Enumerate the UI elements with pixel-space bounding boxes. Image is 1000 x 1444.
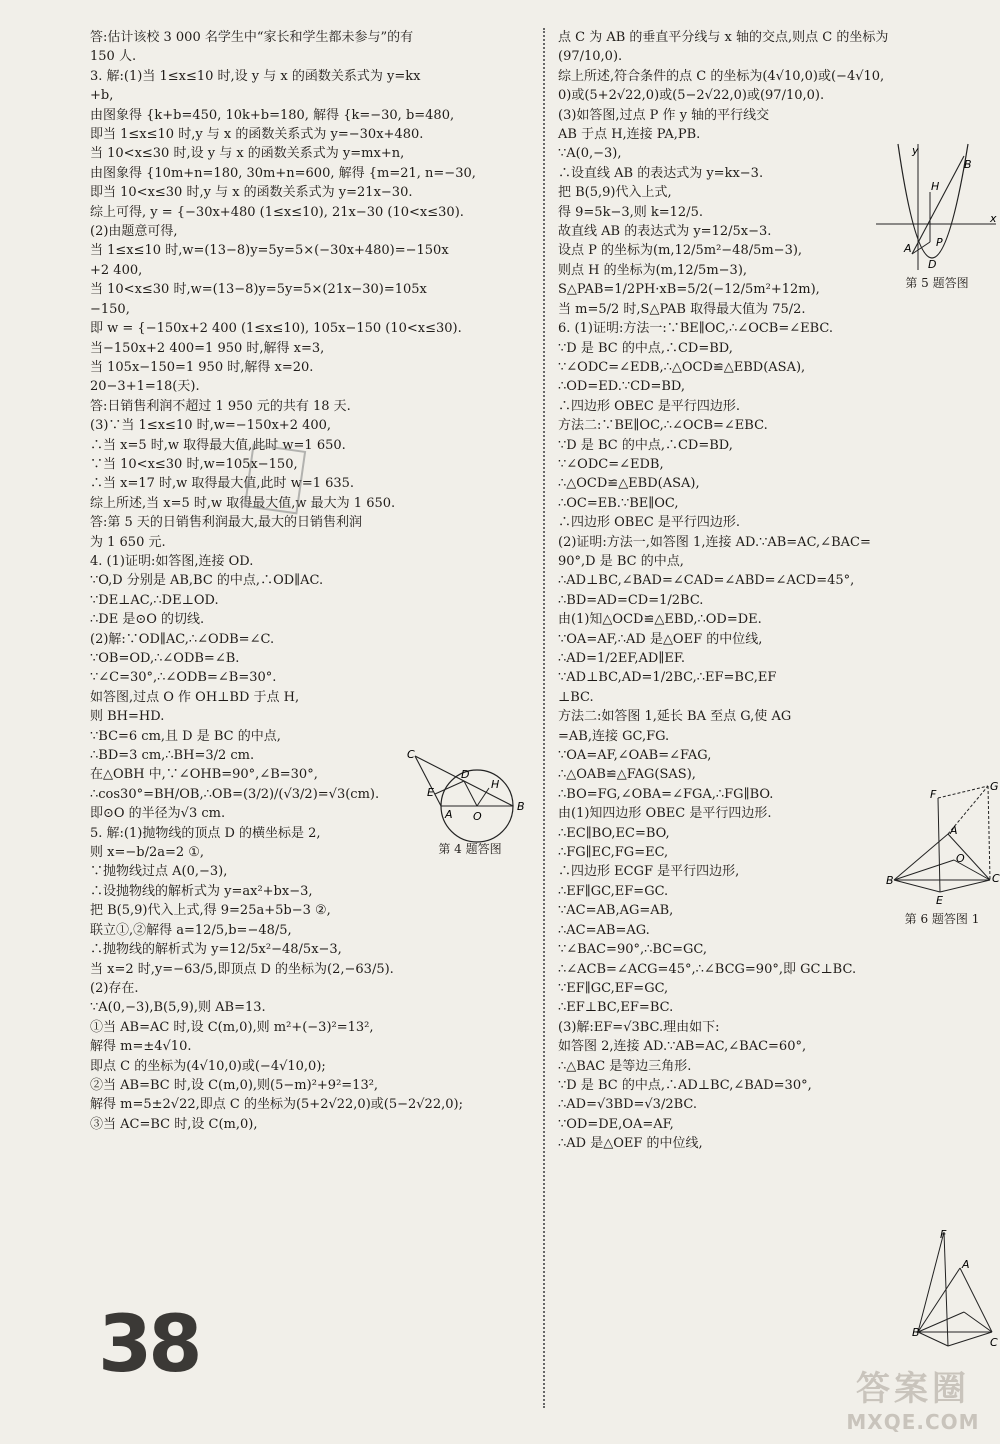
text-line: ∵抛物线过点 A(0,−3),	[90, 864, 228, 880]
text-line: −150,	[90, 301, 130, 317]
text-line: 答:估计该校 3 000 名学生中“家长和学生都未参与”的有	[90, 30, 414, 45]
text-line: 方法二:∵BE∥OC,∴∠OCB=∠EBC.	[558, 418, 768, 434]
text-line: 则 BH=HD.	[90, 709, 165, 725]
text-line: ∴BO=FG,∠OBA=∠FGA,∴FG∥BO.	[558, 786, 774, 802]
text-line: 为 1 650 元.	[90, 534, 166, 550]
text-line: 3. 解:(1)当 1≤x≤10 时,设 y 与 x 的函数关系式为 y=kx	[90, 68, 421, 84]
text-line: 则点 H 的坐标为(m,12/5m−3),	[558, 262, 748, 278]
text-line: ∴FG∥EC,FG=EC,	[558, 845, 669, 861]
svg-text:B: B	[912, 1326, 920, 1339]
text-line: ⊥BC.	[558, 689, 594, 705]
svg-text:G: G	[990, 780, 999, 793]
text-line: 联立①,②解得 a=12/5,b=−48/5,	[90, 922, 292, 938]
text-line: 答:日销售利润不超过 1 950 元的共有 18 天.	[90, 398, 351, 414]
text-line: 把 B(5,9)代入上式,	[558, 185, 672, 201]
text-line: ∴EF∥GC,EF=GC.	[558, 883, 669, 899]
text-line: 由(1)知四边形 OBEC 是平行四边形.	[558, 806, 772, 822]
text-line: ∵∠ODC=∠EDB,	[558, 456, 664, 472]
figure-4-caption: 第 4 题答图	[438, 842, 502, 856]
text-line: ∴△OAB≌△FAG(SAS),	[558, 767, 696, 783]
pencil-mark	[244, 444, 306, 515]
text-line: 方法二:如答图 1,延长 BA 至点 G,使 AG	[558, 709, 792, 725]
svg-text:C: C	[992, 872, 1000, 885]
svg-text:C: C	[407, 748, 415, 761]
text-line: (2)解:∵OD∥AC,∴∠ODB=∠C.	[90, 631, 275, 647]
text-line: 综上所述,符合条件的点 C 的坐标为(4√10,0)或(−4√10,	[558, 68, 885, 84]
svg-text:A: A	[962, 1258, 970, 1271]
column-divider	[543, 28, 545, 1408]
text-line: 即当 10<x≤30 时,y 与 x 的函数关系式为 y=21x−30.	[90, 185, 413, 201]
text-line: 如答图,过点 O 作 OH⊥BD 于点 H,	[90, 689, 300, 705]
figure-6-caption: 第 6 题答图 1	[904, 912, 980, 926]
text-line: 当 10<x≤30 时,设 y 与 x 的函数关系式为 y=mx+n,	[90, 146, 405, 162]
text-line: 90°,D 是 BC 的中点,	[558, 553, 684, 569]
text-line: ∵A(0,−3),B(5,9),则 AB=13.	[90, 1000, 266, 1016]
svg-text:D: D	[928, 258, 937, 271]
text-line: 综上所述,当 x=5 时,w 取得最大值,w 最大为 1 650.	[90, 495, 396, 511]
text-line: S△PAB=1/2PH·xB=5/2(−12/5m²+12m),	[558, 282, 820, 298]
figure-5-caption: 第 5 题答图	[905, 276, 969, 290]
text-line: 当−150x+2 400=1 950 时,解得 x=3,	[90, 340, 325, 356]
text-line: 4. (1)证明:如答图,连接 OD.	[90, 553, 254, 569]
svg-text:D: D	[461, 768, 470, 781]
svg-text:B: B	[964, 158, 972, 171]
text-line: (3)∵当 1≤x≤10 时,w=−150x+2 400,	[90, 418, 332, 434]
text-line: (3)解:EF=√3BC.理由如下:	[558, 1019, 720, 1035]
text-line: 当 105x−150=1 950 时,解得 x=20.	[90, 359, 314, 375]
text-line: ∴当 x=17 时,w 取得最大值,此时 w=1 635.	[90, 476, 355, 492]
svg-text:F: F	[930, 788, 937, 801]
svg-text:O: O	[956, 852, 965, 865]
svg-text:B: B	[886, 874, 894, 887]
text-line: ∴EF⊥BC,EF=BC.	[558, 1000, 674, 1016]
text-line: ∴四边形 ECGF 是平行四边形,	[558, 864, 740, 880]
text-line: (2)存在.	[90, 980, 139, 996]
text-line: ∵AC=AB,AG=AB,	[558, 903, 674, 919]
text-line: 解得 m=5±2√22,即点 C 的坐标为(5+2√22,0)或(5−2√22,0);	[90, 1097, 463, 1113]
text-line: 即⊙O 的半径为√3 cm.	[90, 806, 226, 822]
text-line: ∵AD⊥BC,AD=1/2BC,∴EF=BC,EF	[558, 670, 777, 686]
text-line: 由图象得 {10m+n=180, 30m+n=600, 解得 {m=21, n=−30,	[90, 165, 476, 181]
text-line: ∵OA=AF,∴AD 是△OEF 的中位线,	[558, 631, 763, 647]
text-line: 5. 解:(1)抛物线的顶点 D 的横坐标是 2,	[90, 825, 321, 841]
text-line: 得 9=5k−3,则 k=12/5.	[558, 204, 703, 220]
figure-6	[886, 780, 998, 927]
text-line: 把 B(5,9)代入上式,得 9=25a+5b−3 ②,	[90, 903, 331, 919]
text-line: +b,	[90, 88, 114, 104]
text-line: ∴△BAC 是等边三角形.	[558, 1058, 692, 1074]
text-line: 即点 C 的坐标为(4√10,0)或(−4√10,0);	[90, 1058, 326, 1074]
text-line: ∴BD=AD=CD=1/2BC.	[558, 592, 704, 608]
text-line: 如答图 2,连接 AD.∵AB=AC,∠BAC=60°,	[558, 1039, 807, 1055]
text-line: 由图象得 {k+b=450, 10k+b=180, 解得 {k=−30, b=480,	[90, 107, 455, 123]
figure-6-2	[912, 1228, 998, 1358]
text-line: 故直线 AB 的表达式为 y=12/5x−3.	[558, 224, 772, 240]
svg-text:B: B	[517, 800, 525, 813]
text-line: ∵DE⊥AC,∴DE⊥OD.	[90, 592, 219, 608]
figure-6-2-diagram	[912, 1228, 998, 1358]
text-line: 即当 1≤x≤10 时,y 与 x 的函数关系式为 y=−30x+480.	[90, 127, 424, 143]
text-line: ∵O,D 分别是 AB,BC 的中点,∴OD∥AC.	[90, 573, 324, 589]
text-line: ∵∠BAC=90°,∴BC=GC,	[558, 942, 708, 958]
text-line: ∵EF∥GC,EF=GC,	[558, 980, 669, 996]
text-line: ∴OD=ED.∵CD=BD,	[558, 379, 686, 395]
text-line: ②当 AB=BC 时,设 C(m,0),则(5−m)²+9²=13²,	[90, 1077, 379, 1093]
text-line: +2 400,	[90, 262, 143, 278]
svg-text:H: H	[931, 180, 940, 193]
text-line: 20−3+1=18(天).	[90, 379, 200, 395]
text-line: 设点 P 的坐标为(m,12/5m²−48/5m−3),	[558, 243, 803, 259]
text-line: ∴AC=AB=AG.	[558, 922, 650, 938]
text-line: ∴DE 是⊙O 的切线.	[90, 612, 205, 628]
text-line: ∵D 是 BC 的中点,∴CD=BD,	[558, 340, 733, 356]
text-line: =AB,连接 GC,FG.	[558, 728, 670, 744]
watermark-logo	[838, 1361, 988, 1434]
text-line: (97/10,0).	[558, 49, 623, 65]
text-line: 点 C 为 AB 的垂直平分线与 x 轴的交点,则点 C 的坐标为	[558, 30, 889, 45]
text-line: 6. (1)证明:方法一:∵BE∥OC,∴∠OCB=∠EBC.	[558, 321, 834, 337]
text-line: 当 10<x≤30 时,w=(13−8)y=5y=5×(21x−30)=105x	[90, 282, 427, 298]
svg-text:x: x	[990, 212, 997, 225]
svg-text:y: y	[912, 144, 919, 157]
svg-text:P: P	[936, 236, 943, 249]
text-line: ∴设直线 AB 的表达式为 y=kx−3.	[558, 165, 764, 181]
text-line: ∴cos30°=BH/OB,∴OB=(3/2)/(√3/2)=√3(cm).	[90, 786, 380, 802]
figure-4-diagram	[405, 748, 530, 838]
text-line: ∵D 是 BC 的中点,∴AD⊥BC,∠BAD=30°,	[558, 1077, 812, 1093]
text-line: 解得 m=±4√10.	[90, 1039, 192, 1055]
text-line: ∴当 x=5 时,w 取得最大值,此时 w=1 650.	[90, 437, 346, 453]
watermark-top-text: 答案圈	[856, 1369, 970, 1409]
text-line: ∵A(0,−3),	[558, 146, 622, 162]
text-line: ∴四边形 OBEC 是平行四边形.	[558, 515, 741, 531]
text-line: 答:第 5 天的日销售利润最大,最大的日销售利润	[90, 515, 363, 531]
text-line: ①当 AB=AC 时,设 C(m,0),则 m²+(−3)²=13²,	[90, 1019, 374, 1035]
text-line: 则 x=−b/2a=2 ①,	[90, 845, 205, 861]
text-line: 150 人.	[90, 49, 137, 65]
text-line: ∴四边形 OBEC 是平行四边形.	[558, 398, 741, 414]
left-column	[90, 28, 530, 1134]
figure-6-diagram	[886, 780, 998, 908]
svg-text:E: E	[427, 786, 434, 799]
text-line: ∴△OCD≌△EBD(ASA),	[558, 476, 700, 492]
text-line: 当 x=2 时,y=−63/5,即顶点 D 的坐标为(2,−63/5).	[90, 961, 394, 977]
text-line: ∴OC=EB.∵BE∥OC,	[558, 495, 679, 511]
figure-5-diagram	[876, 142, 998, 272]
text-line: ∴设抛物线的解析式为 y=ax²+bx−3,	[90, 883, 313, 899]
svg-text:E: E	[936, 894, 943, 907]
text-line: ∴抛物线的解析式为 y=12/5x²−48/5x−3,	[90, 942, 342, 958]
text-line: ③当 AC=BC 时,设 C(m,0),	[90, 1116, 258, 1132]
svg-text:A: A	[904, 242, 912, 255]
text-line: 0)或(5+2√22,0)或(5−2√22,0)或(97/10,0).	[558, 88, 825, 104]
text-line: ∴EC∥BO,EC=BO,	[558, 825, 670, 841]
figure-4	[405, 748, 535, 857]
svg-text:C: C	[990, 1336, 998, 1349]
text-line: (2)证明:方法一,如答图 1,连接 AD.∵AB=AC,∠BAC=	[558, 534, 871, 550]
svg-text:F: F	[940, 1228, 947, 1241]
svg-text:O: O	[473, 810, 482, 823]
text-line: ∵D 是 BC 的中点,∴CD=BD,	[558, 437, 733, 453]
text-line: AB 于点 H,连接 PA,PB.	[558, 127, 701, 143]
text-line: ∴BD=3 cm,∴BH=3/2 cm.	[90, 748, 255, 764]
svg-text:A: A	[950, 824, 958, 837]
text-line: (2)由题意可得,	[90, 224, 178, 240]
figure-5	[876, 142, 998, 291]
text-line: (3)如答图,过点 P 作 y 轴的平行线交	[558, 107, 770, 123]
svg-text:A: A	[445, 808, 453, 821]
text-line: ∴AD 是△OEF 的中位线,	[558, 1136, 703, 1152]
text-line: ∴AD⊥BC,∠BAD=∠CAD=∠ABD=∠ACD=45°,	[558, 573, 855, 589]
svg-text:H: H	[491, 778, 500, 791]
text-line: 综上可得, y = {−30x+480 (1≤x≤10), 21x−30 (10<x≤30).	[90, 204, 464, 220]
text-line: ∵OD=DE,OA=AF,	[558, 1116, 674, 1132]
text-line: ∴AD=1/2EF,AD∥EF.	[558, 651, 685, 666]
text-line: ∵∠ODC=∠EDB,∴△OCD≌△EBD(ASA),	[558, 359, 806, 375]
text-line: 在△OBH 中,∵∠OHB=90°,∠B=30°,	[90, 767, 318, 783]
watermark-url: MXQE.COM	[846, 1410, 980, 1434]
text-line: ∴AD=√3BD=√3/2BC.	[558, 1097, 698, 1113]
text-line: 由(1)知△OCD≌△EBD,∴OD=DE.	[558, 612, 762, 628]
text-line: 当 1≤x≤10 时,w=(13−8)y=5y=5×(−30x+480)=−150x	[90, 243, 449, 259]
text-line: ∵BC=6 cm,且 D 是 BC 的中点,	[90, 728, 281, 744]
text-line: 当 m=5/2 时,S△PAB 取得最大值为 75/2.	[558, 301, 806, 317]
text-line: ∵当 10<x≤30 时,w=105x−150,	[90, 456, 298, 472]
text-line: ∵OA=AF,∠OAB=∠FAG,	[558, 748, 712, 764]
text-line: ∵∠C=30°,∴∠ODB=∠B=30°.	[90, 670, 277, 686]
text-line: ∵OB=OD,∴∠ODB=∠B.	[90, 651, 240, 666]
text-line: 即 w = {−150x+2 400 (1≤x≤10), 105x−150 (10<x≤30).	[90, 321, 462, 337]
text-line: ∴∠ACB=∠ACG=45°,∴∠BCG=90°,即 GC⊥BC.	[558, 961, 857, 977]
page-number: 38	[98, 1300, 199, 1390]
